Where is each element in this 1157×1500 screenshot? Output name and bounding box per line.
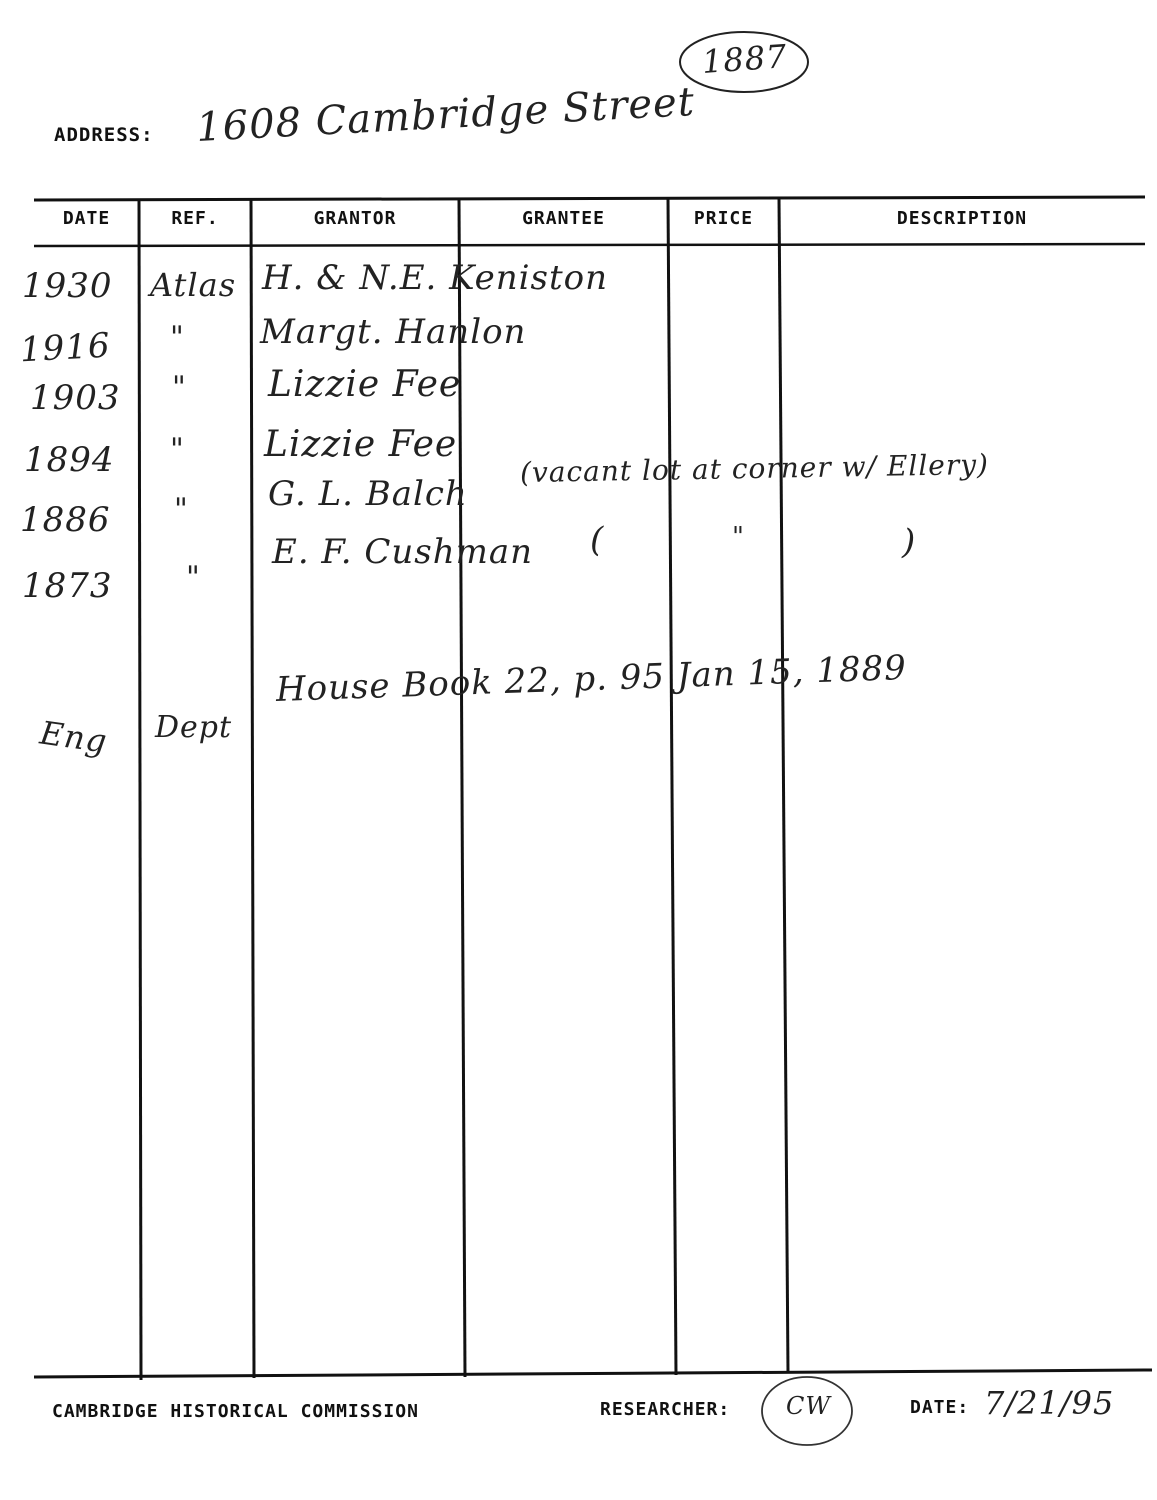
row-grantor: Lizzie Fee <box>264 424 458 465</box>
column-header-grantor: GRANTOR <box>313 208 397 229</box>
row-date: 1886 <box>20 500 111 540</box>
eng-row-text: House Book 22, p. 95 Jan 15, 1889 <box>275 647 908 710</box>
row-grantor: Margt. Hanlon <box>260 312 527 352</box>
column-header-description: DESCRIPTION <box>896 208 1028 229</box>
row-grantor: H. & N.E. Keniston <box>262 258 609 298</box>
address-value: 1608 Cambridge Street <box>195 78 696 152</box>
eng-row-date: Eng <box>37 713 110 761</box>
date-value: 7/21/95 <box>984 1384 1115 1422</box>
column-header-grantee: GRANTEE <box>522 208 605 229</box>
row-note-close: ) <box>902 522 917 562</box>
row-date: 1903 <box>30 378 121 418</box>
row-ref: " <box>174 492 189 527</box>
row-ref: " <box>170 432 185 467</box>
row-date: 1916 <box>19 325 112 371</box>
row-date: 1930 <box>22 266 113 306</box>
row-date: 1894 <box>24 440 115 480</box>
row-ref: " <box>170 320 185 355</box>
row-grantor: Lizzie Fee <box>268 364 462 405</box>
row-note-ditto: " <box>732 522 745 552</box>
row-ref: Atlas <box>150 266 237 304</box>
column-header-date: DATE <box>62 208 111 229</box>
row-ref: " <box>172 370 187 405</box>
row-grantor: E. F. Cushman <box>272 532 534 572</box>
row-note: (vacant lot at corner w/ Ellery) <box>519 447 990 490</box>
row-grantor: G. L. Balch <box>268 474 468 514</box>
footer-org: CAMBRIDGE HISTORICAL COMMISSION <box>52 1401 419 1422</box>
researcher-initials: CW <box>786 1392 832 1420</box>
year-circled: 1887 <box>700 37 789 81</box>
researcher-label: RESEARCHER: <box>600 1399 731 1420</box>
column-header-price: PRICE <box>693 208 754 229</box>
row-note-open: ( <box>590 520 605 560</box>
column-header-ref: REF. <box>171 208 219 229</box>
date-label: DATE: <box>910 1397 970 1418</box>
row-date: 1873 <box>22 566 113 606</box>
address-label: ADDRESS: <box>54 124 154 146</box>
eng-row-ref: Dept <box>155 710 233 745</box>
row-ref: " <box>186 560 201 595</box>
